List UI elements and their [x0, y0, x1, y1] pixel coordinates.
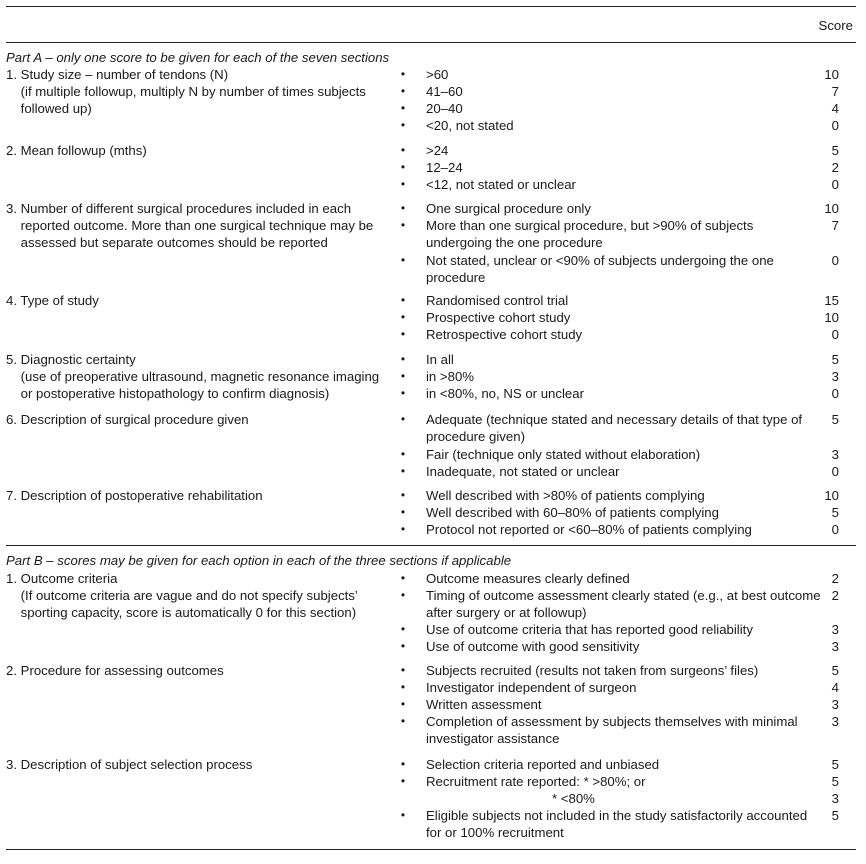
option-text: Prospective cohort study [426, 310, 571, 325]
bullet-icon: • [400, 639, 406, 653]
section-criterion-line: or postoperative histopathology to confirm diagnosis) [6, 386, 330, 401]
option-text: Adequate (technique stated and necessary details of that type of [426, 412, 803, 427]
bullet-icon: • [400, 571, 406, 585]
option-text: investigator assistance [426, 731, 560, 746]
option-text: >24 [426, 143, 449, 158]
option-text: Well described with 60–80% of patients complying [426, 505, 719, 520]
option-score: 3 [831, 447, 839, 462]
bullet-icon: • [400, 663, 406, 677]
option-text: in <80%, no, NS or unclear [426, 386, 584, 401]
option-text: More than one surgical procedure, but >90% of subjects [426, 218, 754, 233]
section-criterion-line: reported outcome. More than one surgical technique may be [6, 218, 374, 233]
bullet-icon: • [400, 386, 406, 400]
option-score: 0 [831, 464, 839, 479]
option-score: 3 [831, 697, 839, 712]
score-column-header: Score [818, 18, 853, 33]
bullet-icon: • [400, 201, 406, 215]
bullet-icon: • [400, 808, 406, 822]
bullet-icon: • [400, 253, 406, 267]
option-score: 3 [831, 714, 839, 729]
option-text: Use of outcome criteria that has reported good reliability [426, 622, 753, 637]
option-text: Protocol not reported or <60–80% of patients complying [426, 522, 752, 537]
section-criterion-line: (If outcome criteria are vague and do not specify subjects’ [6, 588, 358, 603]
option-text: Randomised control trial [426, 293, 569, 308]
option-score: 5 [831, 774, 839, 789]
option-score: 0 [831, 253, 839, 268]
bullet-icon: • [400, 505, 406, 519]
option-score: 5 [831, 808, 839, 823]
bullet-icon: • [400, 310, 406, 324]
bullet-icon: • [400, 143, 406, 157]
option-text: One surgical procedure only [426, 201, 591, 216]
bullet-icon: • [400, 327, 406, 341]
option-score: 7 [831, 84, 839, 99]
option-score: 10 [824, 310, 839, 325]
part-a-title: Part A – only one score to be given for each of the seven sections [6, 50, 390, 65]
bullet-icon: • [400, 757, 406, 771]
option-text: Selection criteria reported and unbiased [426, 757, 660, 772]
bullet-icon: • [400, 369, 406, 383]
section-criterion-line: 6. Description of surgical procedure given [6, 412, 249, 427]
option-text: Written assessment [426, 697, 542, 712]
section-criterion-line: 3. Description of subject selection process [6, 757, 253, 772]
option-text: Use of outcome with good sensitivity [426, 639, 640, 654]
bullet-icon: • [400, 714, 406, 728]
section-criterion-line: sporting capacity, score is automatically 0 for this section) [6, 605, 357, 620]
option-text: Inadequate, not stated or unclear [426, 464, 620, 479]
option-score: 2 [831, 571, 839, 586]
option-score: 2 [831, 160, 839, 175]
option-score: 4 [831, 101, 839, 116]
option-text: Retrospective cohort study [426, 327, 583, 342]
option-text: Eligible subjects not included in the study satisfactorily accounted [426, 808, 808, 823]
bullet-icon: • [400, 522, 406, 536]
option-score: 5 [831, 143, 839, 158]
option-score: 7 [831, 218, 839, 233]
option-text: 41–60 [426, 84, 463, 99]
header-rule [6, 42, 856, 43]
option-score: 5 [831, 352, 839, 367]
option-text: <20, not stated [426, 118, 514, 133]
option-text: 20–40 [426, 101, 463, 116]
option-score: 5 [831, 505, 839, 520]
option-text: in >80% [426, 369, 475, 384]
bottom-rule [6, 849, 856, 850]
section-criterion-line: 1. Study size – number of tendons (N) [6, 67, 229, 82]
section-criterion-line: 3. Number of different surgical procedures included in each [6, 201, 352, 216]
option-text: Timing of outcome assessment clearly stated (e.g., at best outcome [426, 588, 821, 603]
option-text: undergoing the one procedure [426, 235, 603, 250]
bullet-icon: • [400, 84, 406, 98]
bullet-icon: • [400, 177, 406, 191]
option-score: 10 [824, 67, 839, 82]
option-text: Completion of assessment by subjects themselves with minimal [426, 714, 798, 729]
option-text: procedure [426, 270, 486, 285]
option-text: procedure given) [426, 429, 525, 444]
option-text: <12, not stated or unclear [426, 177, 576, 192]
option-text: Outcome measures clearly defined [426, 571, 630, 586]
option-score: 5 [831, 412, 839, 427]
option-score: 3 [831, 639, 839, 654]
bullet-icon: • [400, 680, 406, 694]
section-criterion-line: 7. Description of postoperative rehabilitation [6, 488, 263, 503]
option-score: 10 [824, 488, 839, 503]
bullet-icon: • [400, 622, 406, 636]
option-score: 0 [831, 177, 839, 192]
bullet-icon: • [400, 101, 406, 115]
bullet-icon: • [400, 352, 406, 366]
option-text: for or 100% recruitment [426, 825, 564, 840]
option-text: 12–24 [426, 160, 463, 175]
option-score: 0 [831, 522, 839, 537]
section-criterion-line: 2. Mean followup (mths) [6, 143, 147, 158]
option-score: 10 [824, 201, 839, 216]
option-text: Not stated, unclear or <90% of subjects undergoing the one [426, 253, 774, 268]
section-criterion-line: 4. Type of study [6, 293, 99, 308]
section-criterion-line: 1. Outcome criteria [6, 571, 118, 586]
option-score: 0 [831, 118, 839, 133]
option-text: In all [426, 352, 454, 367]
bullet-icon: • [400, 774, 406, 788]
part-divider-rule [6, 545, 856, 546]
option-text: Investigator independent of surgeon [426, 680, 637, 695]
part-b-title: Part B – scores may be given for each option in each of the three sections if applicable [6, 553, 512, 568]
bullet-icon: • [400, 488, 406, 502]
bullet-icon: • [400, 412, 406, 426]
bullet-icon: • [400, 464, 406, 478]
option-score: 2 [831, 588, 839, 603]
option-score: 5 [831, 757, 839, 772]
bullet-icon: • [400, 218, 406, 232]
section-criterion-line: 2. Procedure for assessing outcomes [6, 663, 224, 678]
bullet-icon: • [400, 447, 406, 461]
section-criterion-line: 5. Diagnostic certainty [6, 352, 136, 367]
option-score: 4 [831, 680, 839, 695]
bullet-icon: • [400, 160, 406, 174]
section-criterion-line: (use of preoperative ultrasound, magnetic resonance imaging [6, 369, 380, 384]
option-score: 0 [831, 386, 839, 401]
option-text: * <80% [552, 791, 595, 806]
option-text: Fair (technique only stated without elaboration) [426, 447, 701, 462]
option-text: Well described with >80% of patients complying [426, 488, 705, 503]
bullet-icon: • [400, 118, 406, 132]
option-score: 0 [831, 327, 839, 342]
option-score: 5 [831, 663, 839, 678]
option-text: Recruitment rate reported: * >80%; or [426, 774, 646, 789]
bullet-icon: • [400, 293, 406, 307]
option-score: 3 [831, 791, 839, 806]
option-score: 3 [831, 369, 839, 384]
bullet-icon: • [400, 67, 406, 81]
option-text: >60 [426, 67, 449, 82]
option-text: after surgery or at followup) [426, 605, 587, 620]
section-criterion-line: (if multiple followup, multiply N by number of times subjects [6, 84, 366, 99]
section-criterion-line: followed up) [6, 101, 92, 116]
option-score: 3 [831, 622, 839, 637]
bullet-icon: • [400, 697, 406, 711]
option-score: 15 [824, 293, 839, 308]
top-rule [6, 6, 856, 7]
section-criterion-line: assessed but separate outcomes should be reported [6, 235, 328, 250]
option-text: Subjects recruited (results not taken from surgeons’ files) [426, 663, 759, 678]
bullet-icon: • [400, 588, 406, 602]
